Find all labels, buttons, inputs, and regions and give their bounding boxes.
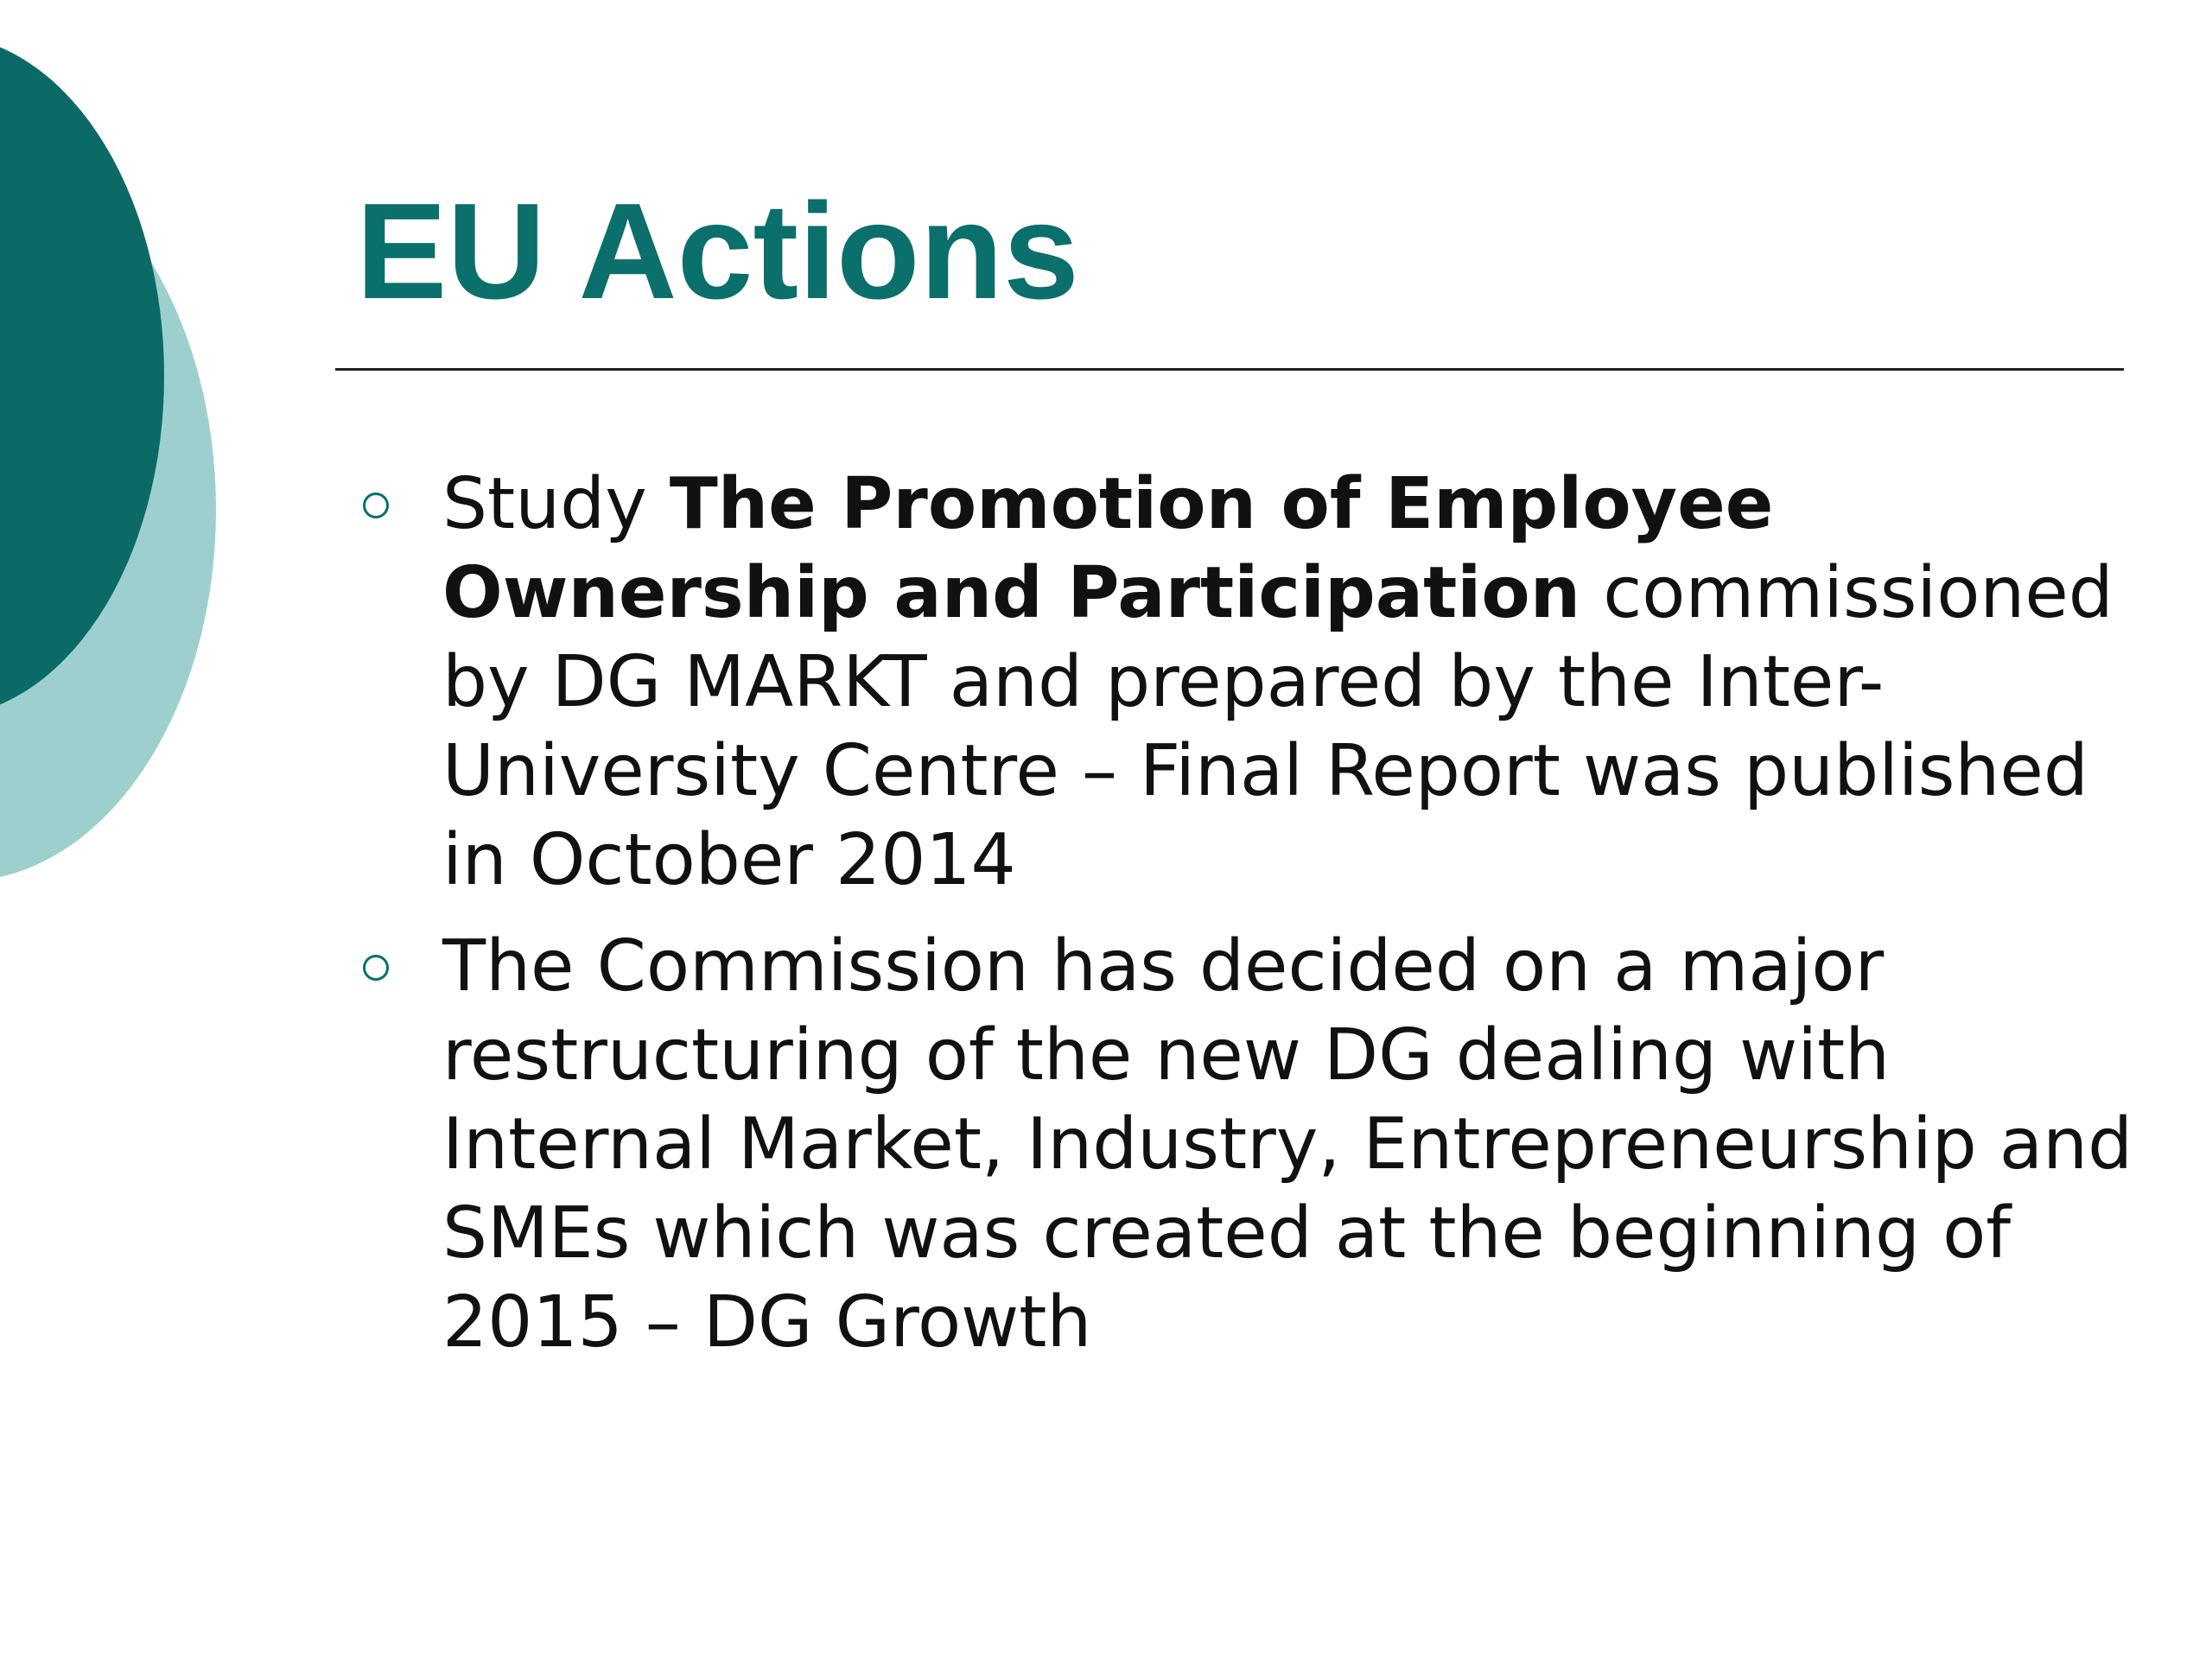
slide-title: EU Actions <box>356 175 1079 327</box>
bullet-list <box>354 460 2152 1384</box>
circle-bullet-icon <box>363 493 389 518</box>
title-divider <box>335 368 2124 371</box>
bullet-text: The Commission has decided on a major restructuring of the new DG dealing with Internal Market, Industry, Entrepreneurship and SMEs which was created at the beginning of 2015 – DG Growth <box>442 925 2133 1363</box>
study-title: The Promotion of Employee Ownership and Participation <box>442 463 1774 634</box>
bullet-item-study <box>354 460 2152 905</box>
bullet-rest-text: commissioned by DG MARKT and prepared by the Inter-University Centre – Final Report was published in October 2014 <box>442 552 2113 901</box>
bullet-lead-text: Study <box>442 463 670 545</box>
circle-bullet-icon <box>363 955 389 981</box>
bullet-item-commission <box>354 922 2152 1367</box>
